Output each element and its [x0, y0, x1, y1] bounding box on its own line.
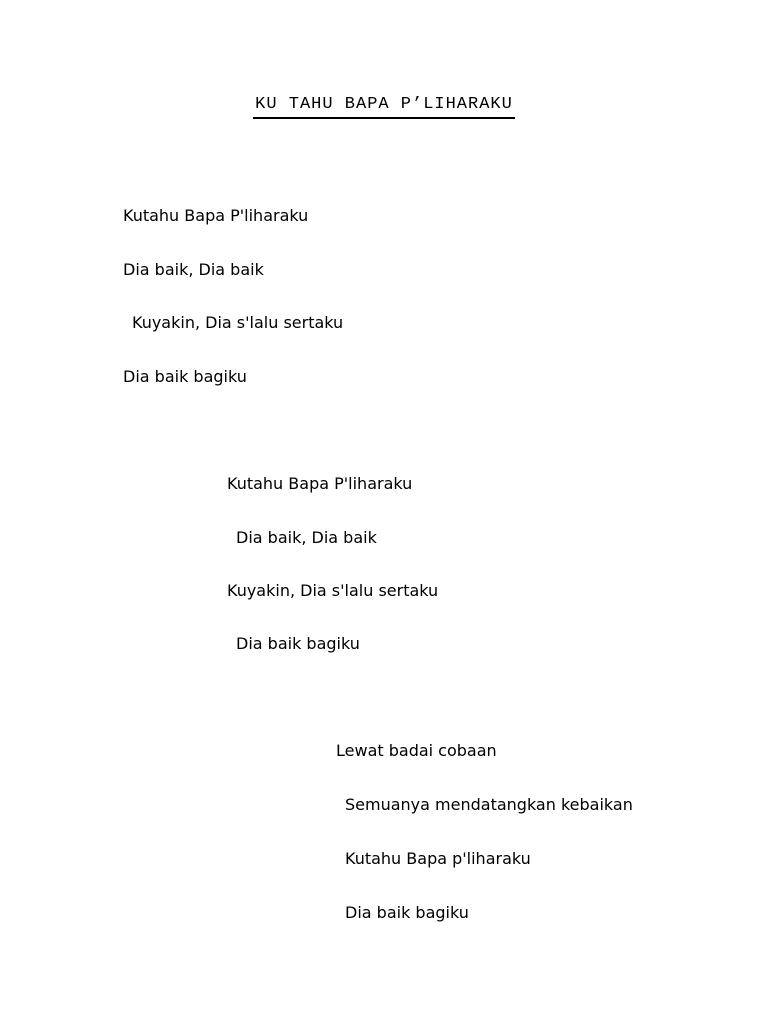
- lyric-line: Lewat badai cobaan: [336, 741, 497, 760]
- song-title: [0, 95, 768, 119]
- lyric-line: Kuyakin, Dia s'lalu sertaku: [132, 313, 344, 332]
- lyric-line: Dia baik, Dia baik: [123, 260, 264, 279]
- lyric-line: Kutahu Bapa p'liharaku: [345, 849, 531, 868]
- lyric-line: Kuyakin, Dia s'lalu sertaku: [227, 581, 439, 600]
- lyric-line: Kutahu Bapa P'liharaku: [123, 206, 309, 225]
- lyric-line: Kutahu Bapa P'liharaku: [227, 474, 413, 493]
- lyric-line: Semuanya mendatangkan kebaikan: [345, 795, 633, 814]
- lyric-line: Dia baik bagiku: [345, 903, 469, 922]
- lyric-line: Dia baik, Dia baik: [236, 528, 377, 547]
- song-title-text: KU TAHU BAPA P’LIHARAKU: [253, 95, 515, 119]
- lyric-line: Dia baik bagiku: [123, 367, 247, 386]
- lyric-line: Dia baik bagiku: [236, 634, 360, 653]
